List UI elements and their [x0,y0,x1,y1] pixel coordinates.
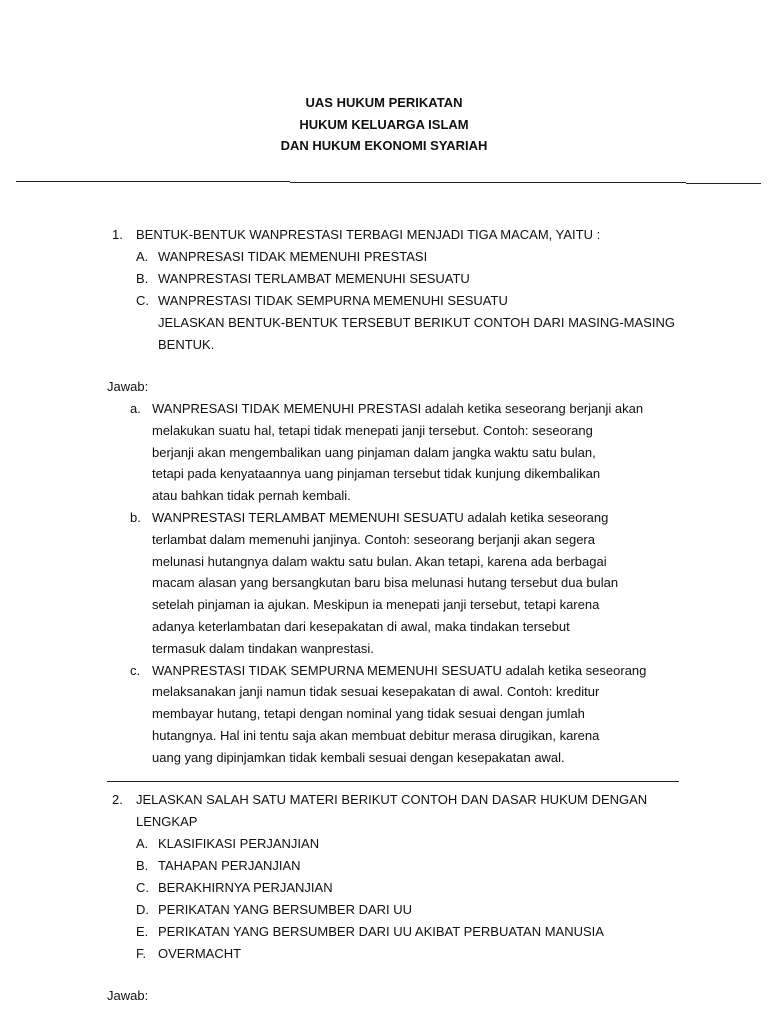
question-1 [0,224,768,356]
answer-line: atau bahkan tidak pernah kembali. [152,488,351,504]
question-2 [0,789,768,965]
option-label: A. [136,836,149,851]
answer-line: melunasi hutangnya dalam waktu satu bulan. Akan tetapi, karena ada berbagai [152,553,607,569]
title-line-3: DAN HUKUM EKONOMI SYARIAH [280,138,488,153]
answer-2-label: Jawab: [107,988,149,1003]
answer-line: adanya keterlambatan dari kesepakatan di awal, maka tindakan tersebut [152,618,570,634]
question-instruction: JELASKAN BENTUK-BENTUK TERSEBUT BERIKUT CONTOH DARI MASING-MASING [158,315,675,330]
answer-item-c [0,660,768,769]
answer-line: berjanji akan mengembalikan uang pinjaman dalam jangka waktu satu bulan, [152,444,596,460]
title-line-1: UAS HUKUM PERIKATAN [305,95,463,110]
section-divider [107,781,679,782]
option-item [0,855,768,877]
option-text: KLASIFIKASI PERJANJIAN [158,836,320,851]
answer-line: WANPRESTASI TERLAMBAT MEMENUHI SESUATU adalah ketika seseorang [152,509,609,525]
option-item [0,921,768,943]
answer-line: melakukan suatu hal, tetapi tidak menepati janji tersebut. Contoh: seseorang [152,422,593,438]
option-label: F. [136,946,147,961]
document-title [0,92,768,157]
answer-line: WANPRESTASI TIDAK SEMPURNA MEMENUHI SESUATU adalah ketika seseorang [152,662,647,678]
answer-1 [0,398,768,769]
header-divider-middle [290,182,686,183]
question-text: LENGKAP [136,814,198,829]
question-number: 2. [112,792,123,807]
question-text: BENTUK-BENTUK WANPRESTASI TERBAGI MENJADI TIGA MACAM, YAITU : [136,227,601,242]
header-divider-right [686,183,761,184]
answer-line: membayar hutang, tetapi dengan nominal yang tidak sesuai dengan jumlah [152,706,585,722]
option-item [0,268,768,290]
option-label: C. [136,293,149,308]
option-text: WANPRESTASI TERLAMBAT MEMENUHI SESUATU [158,271,470,286]
answer-line: tetapi pada kenyataannya uang pinjaman tersebut tidak kunjung dikembalikan [152,466,601,482]
answer-line: macam alasan yang bersangkutan baru bisa melunasi hutang tersebut dua bulan [152,575,619,591]
option-item [0,246,768,268]
option-text: PERIKATAN YANG BERSUMBER DARI UU AKIBAT PERBUATAN MANUSIA [158,924,604,939]
answer-item-label: a. [130,401,141,416]
answer-line: setelah pinjaman ia ajukan. Meskipun ia menepati janji tersebut, tetapi karena [152,597,600,613]
answer-line: uang yang dipinjamkan tidak kembali sesuai dengan kesepakatan awal. [152,749,565,765]
answer-line: hutangnya. Hal ini tentu saja akan membuat debitur merasa dirugikan, karena [152,727,600,743]
answer-item-label: c. [130,662,141,678]
option-label: A. [136,249,149,264]
option-text: BERAKHIRNYA PERJANJIAN [158,880,333,895]
title-line-2: HUKUM KELUARGA ISLAM [299,116,469,132]
answer-1-label: Jawab: [107,379,149,394]
answer-line: termasuk dalam tindakan wanprestasi. [152,640,374,656]
option-item [0,290,768,312]
answer-item-b [0,507,768,660]
option-item [0,899,768,921]
option-label: C. [136,880,149,895]
answer-item-label: b. [130,509,141,525]
answer-item-a [0,398,768,507]
option-label: B. [136,271,149,286]
answer-line: WANPRESASI TIDAK MEMENUHI PRESTASI adalah ketika seseorang berjanji akan [152,401,644,416]
answer-line: melaksanakan janji namun tidak sesuai kesepakatan di awal. Contoh: kreditur [152,684,600,700]
option-label: D. [136,902,149,917]
option-text: OVERMACHT [158,946,242,961]
header-divider-left [16,181,290,182]
question-text: JELASKAN SALAH SATU MATERI BERIKUT CONTOH DAN DASAR HUKUM DENGAN [136,792,648,807]
option-item [0,833,768,855]
option-item [0,943,768,965]
option-label: B. [136,858,149,873]
option-text: WANPRESASI TIDAK MEMENUHI PRESTASI [158,249,428,264]
question-number: 1. [112,227,123,242]
option-item [0,877,768,899]
option-text: TAHAPAN PERJANJIAN [158,858,301,873]
option-label: E. [136,924,149,939]
option-text: PERIKATAN YANG BERSUMBER DARI UU [158,902,413,917]
option-text: WANPRESTASI TIDAK SEMPURNA MEMENUHI SESUATU [158,293,508,308]
answer-line: terlambat dalam memenuhi janjinya. Contoh: seseorang berjanji akan segera [152,531,595,547]
question-instruction: BENTUK. [158,337,215,352]
